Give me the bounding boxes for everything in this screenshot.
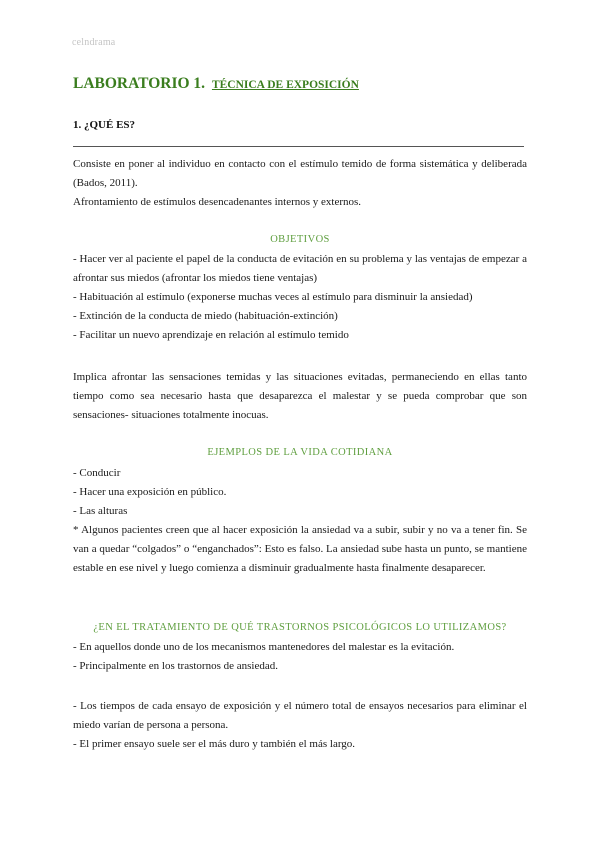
list-item: - Habituación al estímulo (exponerse muchas veces al estímulo para disminuir la ansiedad) xyxy=(73,291,473,303)
title-main: LABORATORIO 1. xyxy=(73,75,206,92)
page-title xyxy=(73,75,359,93)
title-subtitle: TÉCNICA DE EXPOSICIÓN xyxy=(211,79,359,91)
list-item: - Extinción de la conducta de miedo (habituación-extinción) xyxy=(73,310,338,322)
list-item: - Hacer una exposición en público. xyxy=(73,486,227,498)
objetivos-list xyxy=(73,250,527,345)
list-item: - Conducir xyxy=(73,467,121,479)
ansiedad-note: * Algunos pacientes creen que al hacer exposición la ansiedad va a subir, subir y no va a tener fin. Se van a quedar “colgados” o “enganchados”: Esto es falso. La ansiedad sube hasta un punto, se mantiene estable en ese nivel y luego comienza a disminuir gradualmente hasta finalmente desaparecer. xyxy=(73,524,527,574)
ejemplos-heading: EJEMPLOS DE LA VIDA COTIDIANA xyxy=(207,447,393,458)
definition-paragraph: Consiste en poner al individuo en contacto con el estímulo temido de forma sistemática y deliberada (Bados, 2011). xyxy=(73,158,527,189)
trastornos-list xyxy=(73,638,527,676)
section-divider xyxy=(73,146,524,147)
definition-block xyxy=(73,155,527,212)
list-item: - Principalmente en los trastornos de ansiedad. xyxy=(73,660,278,672)
list-item: - Las alturas xyxy=(73,505,128,517)
ensayos-list xyxy=(73,697,527,754)
implica-paragraph: Implica afrontar las sensaciones temidas y las situaciones evitadas, permaneciendo en ellas tanto tiempo como sea necesario hasta que desaparezca el malestar y se pueda comprobar que son sensaciones- situaciones totalmente inocuas. xyxy=(73,371,527,421)
ejemplos-list xyxy=(73,464,527,578)
list-item: - Los tiempos de cada ensayo de exposición y el número total de ensayos necesarios para eliminar el miedo varían de persona a persona. xyxy=(73,700,527,731)
list-item: - El primer ensayo suele ser el más duro y también el más largo. xyxy=(73,738,356,750)
list-item: - En aquellos donde uno de los mecanismos mantenedores del malestar es la evitación. xyxy=(73,641,455,653)
trastornos-heading: ¿EN EL TRATAMIENTO DE QUÉ TRASTORNOS PSICOLÓGICOS LO UTILIZAMOS? xyxy=(93,622,507,633)
watermark: celndrama xyxy=(72,37,116,48)
afrontamiento-paragraph: Afrontamiento de estímulos desencadenantes internos y externos. xyxy=(73,196,362,208)
list-item: - Facilitar un nuevo aprendizaje en relación al estímulo temido xyxy=(73,329,349,341)
objetivos-heading: OBJETIVOS xyxy=(270,234,330,245)
section-heading-que-es: 1. ¿QUÉ ES? xyxy=(73,119,136,131)
list-item: - Hacer ver al paciente el papel de la conducta de evitación en su problema y las ventajas de empezar a afrontar sus miedos (afrontar los miedos tiene ventajas) xyxy=(73,253,527,284)
